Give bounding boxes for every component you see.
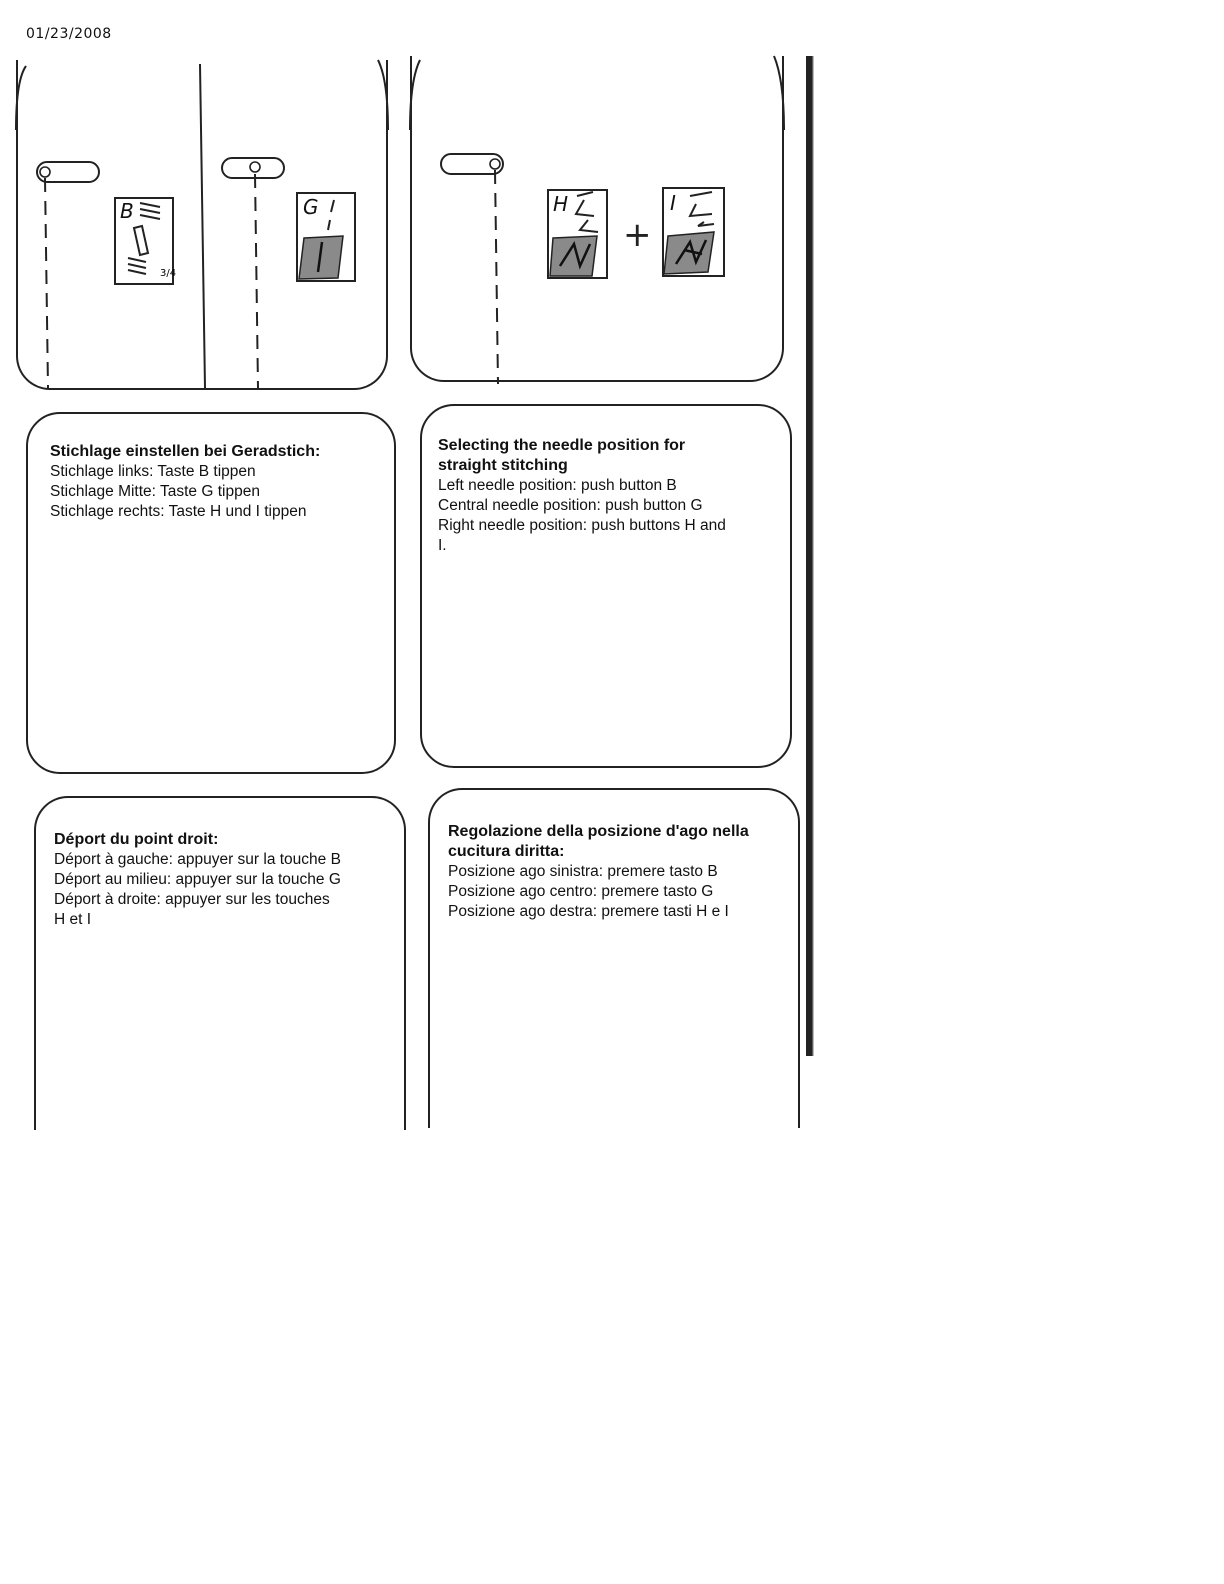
plus-sign: + [623, 215, 652, 255]
button-b-letter: B [120, 199, 134, 223]
button-h-icon [548, 190, 607, 278]
button-g-letter: G [303, 195, 319, 219]
french-line-3: Déport à droite: appuyer sur les touches [54, 891, 330, 908]
italian-line-2: Posizione ago centro: premere tasto G [448, 883, 714, 900]
needle-slot-center [222, 158, 284, 388]
english-heading-2: straight stitching [438, 457, 568, 474]
button-h-letter: H [553, 192, 569, 216]
diagram-divider [200, 64, 205, 388]
italian-heading-2: cucitura diritta: [448, 843, 565, 860]
italian-line-3: Posizione ago destra: premere tasti H e I [448, 903, 729, 920]
section-english [438, 436, 778, 556]
german-line-2: Stichlage Mitte: Taste G tippen [50, 483, 260, 500]
needle-position-diagrams [0, 0, 1224, 420]
english-heading-1: Selecting the needle position for [438, 437, 686, 454]
french-line-2: Déport au milieu: appuyer sur la touche G [54, 871, 341, 888]
button-i-letter: I [670, 191, 676, 215]
english-line-4: I. [438, 537, 447, 554]
english-line-2: Central needle position: push button G [438, 497, 703, 514]
button-b-icon [115, 198, 176, 284]
italian-line-1: Posizione ago sinistra: premere tasto B [448, 863, 718, 880]
italian-heading-1: Regolazione della posizione d'ago nella [448, 823, 749, 840]
button-b-fraction: 3/4 [160, 268, 177, 279]
section-french [54, 830, 394, 930]
german-heading: Stichlage einstellen bei Geradstich: [50, 443, 321, 460]
french-line-1: Déport à gauche: appuyer sur la touche B [54, 851, 341, 868]
section-italian [448, 822, 788, 922]
needle-slot-left [37, 162, 99, 388]
english-line-1: Left needle position: push button B [438, 477, 677, 494]
french-line-4: H et I [54, 911, 92, 928]
button-g-icon [297, 193, 355, 281]
page-date: 01/23/2008 [26, 26, 112, 42]
german-line-3: Stichlage rechts: Taste H und I tippen [50, 503, 307, 520]
section-german [50, 442, 380, 522]
english-line-3: Right needle position: push buttons H and [438, 517, 726, 534]
needle-slot-right [441, 154, 503, 384]
button-i-icon [663, 188, 724, 276]
page-spine-edge [806, 56, 814, 1056]
german-line-1: Stichlage links: Taste B tippen [50, 463, 256, 480]
french-heading: Déport du point droit: [54, 831, 219, 848]
